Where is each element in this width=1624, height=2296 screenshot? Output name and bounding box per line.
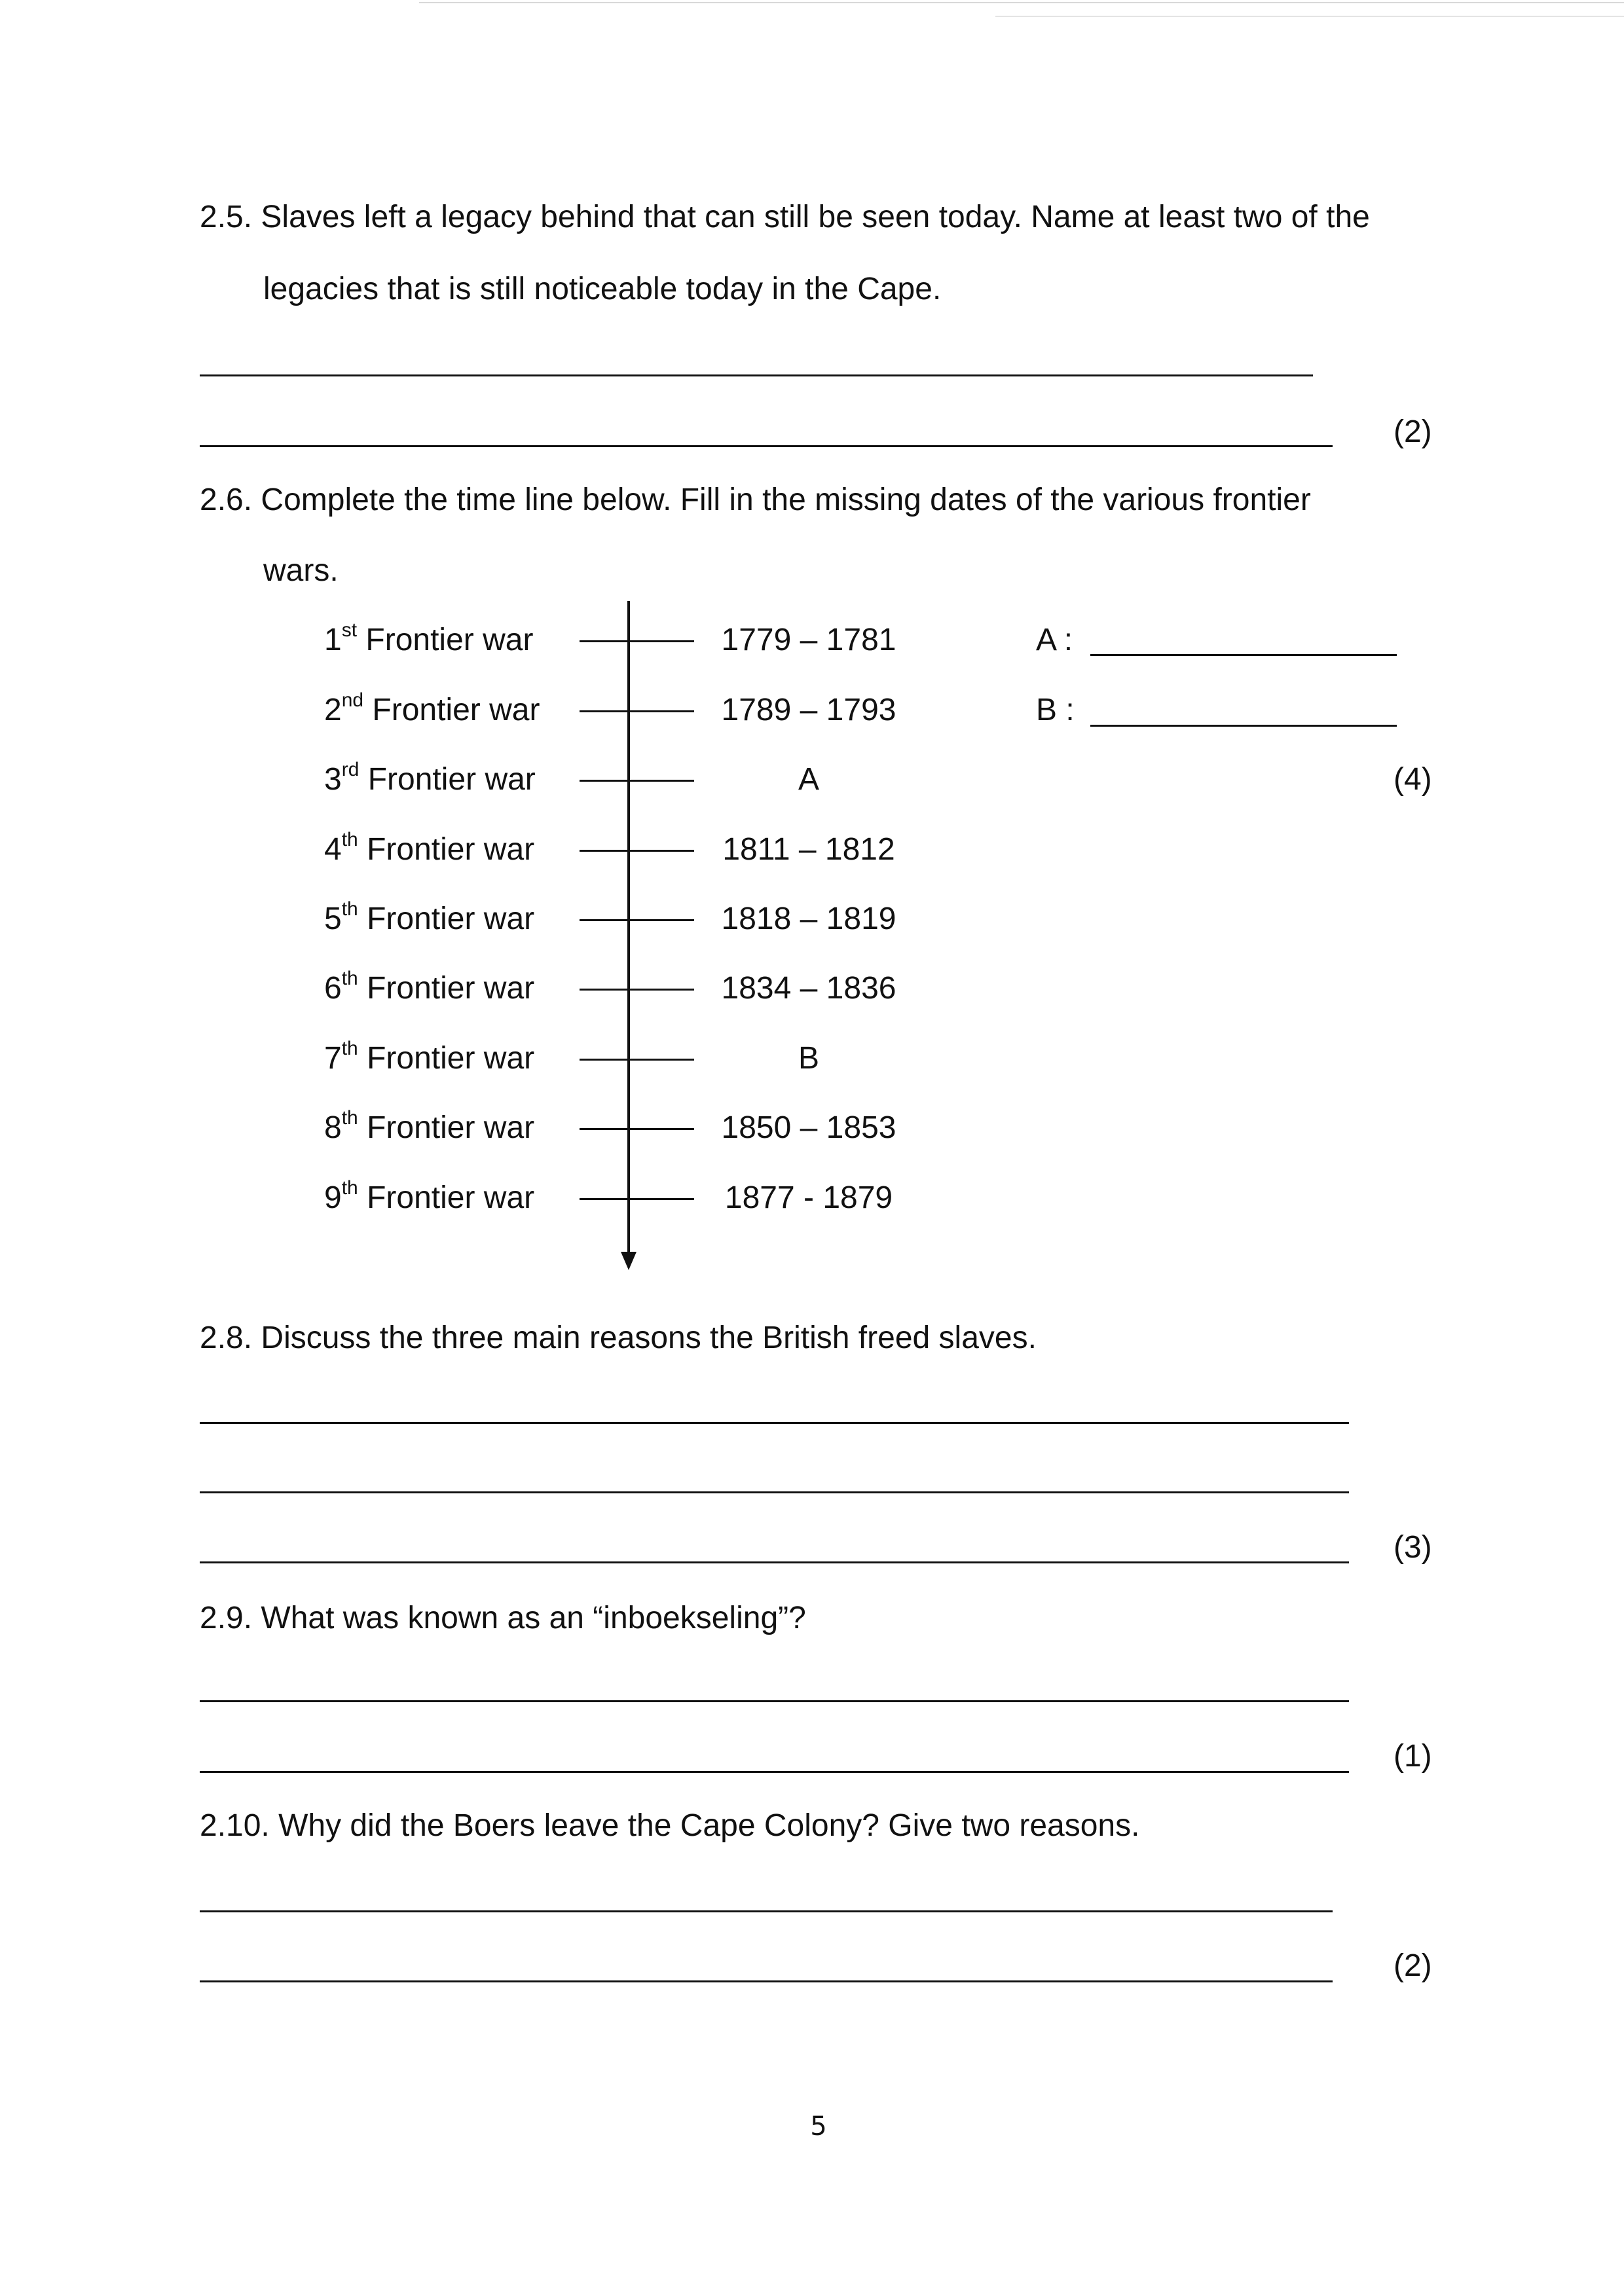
timeline-tick bbox=[580, 1059, 694, 1061]
answer-a-line[interactable] bbox=[1090, 654, 1397, 656]
war-date: A bbox=[798, 762, 819, 797]
marks-label: (2) bbox=[1393, 1948, 1432, 1983]
timeline-axis bbox=[627, 601, 630, 1256]
answer-line[interactable] bbox=[200, 1771, 1349, 1773]
frontier-war-label: 3rd Frontier war bbox=[324, 759, 536, 797]
page-number: 5 bbox=[810, 2111, 827, 2141]
war-date: 1850 – 1853 bbox=[721, 1110, 896, 1145]
question-2-8-text: 2.8. Discuss the three main reasons the British freed slaves. bbox=[200, 1321, 1037, 1355]
scan-edge-line bbox=[419, 2, 1624, 3]
marks-label: (2) bbox=[1393, 414, 1432, 449]
frontier-war-label: 8th Frontier war bbox=[324, 1107, 535, 1145]
answer-a-label: A : bbox=[1036, 623, 1073, 657]
frontier-war-label: 4th Frontier war bbox=[324, 829, 535, 867]
frontier-war-label: 6th Frontier war bbox=[324, 968, 535, 1006]
frontier-war-label: 2nd Frontier war bbox=[324, 689, 540, 727]
frontier-war-label: 9th Frontier war bbox=[324, 1177, 535, 1215]
war-date: 1818 – 1819 bbox=[721, 902, 896, 936]
answer-line[interactable] bbox=[200, 1422, 1349, 1424]
answer-b-label: B : bbox=[1036, 693, 1075, 727]
answer-line[interactable] bbox=[200, 1980, 1333, 1982]
frontier-war-label: 7th Frontier war bbox=[324, 1038, 535, 1076]
timeline-tick bbox=[580, 780, 694, 782]
timeline-tick bbox=[580, 640, 694, 642]
war-date: 1834 – 1836 bbox=[721, 971, 896, 1006]
war-date: 1779 – 1781 bbox=[721, 623, 896, 657]
timeline-tick bbox=[580, 1128, 694, 1130]
marks-label: (3) bbox=[1393, 1530, 1432, 1565]
question-2-5-text-cont: legacies that is still noticeable today in the Cape. bbox=[263, 272, 942, 306]
arrow-down-icon bbox=[621, 1252, 637, 1270]
scan-edge-line bbox=[995, 16, 1624, 17]
answer-line[interactable] bbox=[200, 1910, 1333, 1912]
question-2-10-text: 2.10. Why did the Boers leave the Cape Colony? Give two reasons. bbox=[200, 1808, 1140, 1843]
war-date: B bbox=[798, 1041, 819, 1076]
frontier-war-label: 5th Frontier war bbox=[324, 898, 535, 936]
timeline-tick bbox=[580, 919, 694, 921]
war-date: 1811 – 1812 bbox=[722, 832, 895, 867]
timeline-tick bbox=[580, 710, 694, 712]
frontier-war-label: 1st Frontier war bbox=[324, 619, 534, 657]
timeline-tick bbox=[580, 989, 694, 991]
answer-line[interactable] bbox=[200, 445, 1333, 447]
marks-label: (1) bbox=[1393, 1739, 1432, 1774]
answer-line[interactable] bbox=[200, 1700, 1349, 1702]
answer-b-line[interactable] bbox=[1090, 725, 1397, 727]
marks-label: (4) bbox=[1393, 762, 1432, 797]
war-date: 1789 – 1793 bbox=[721, 693, 896, 727]
answer-line[interactable] bbox=[200, 1491, 1349, 1493]
question-2-6-text-cont: wars. bbox=[263, 553, 339, 588]
timeline-tick bbox=[580, 850, 694, 852]
question-2-9-text: 2.9. What was known as an “inboekseling”? bbox=[200, 1601, 806, 1635]
question-2-5-text: 2.5. Slaves left a legacy behind that can still be seen today. Name at least two of the bbox=[200, 200, 1370, 234]
answer-line[interactable] bbox=[200, 1561, 1349, 1563]
timeline-tick bbox=[580, 1198, 694, 1200]
war-date: 1877 - 1879 bbox=[724, 1180, 893, 1215]
answer-line[interactable] bbox=[200, 374, 1313, 376]
question-2-6-text: 2.6. Complete the time line below. Fill in the missing dates of the various frontier bbox=[200, 483, 1311, 517]
